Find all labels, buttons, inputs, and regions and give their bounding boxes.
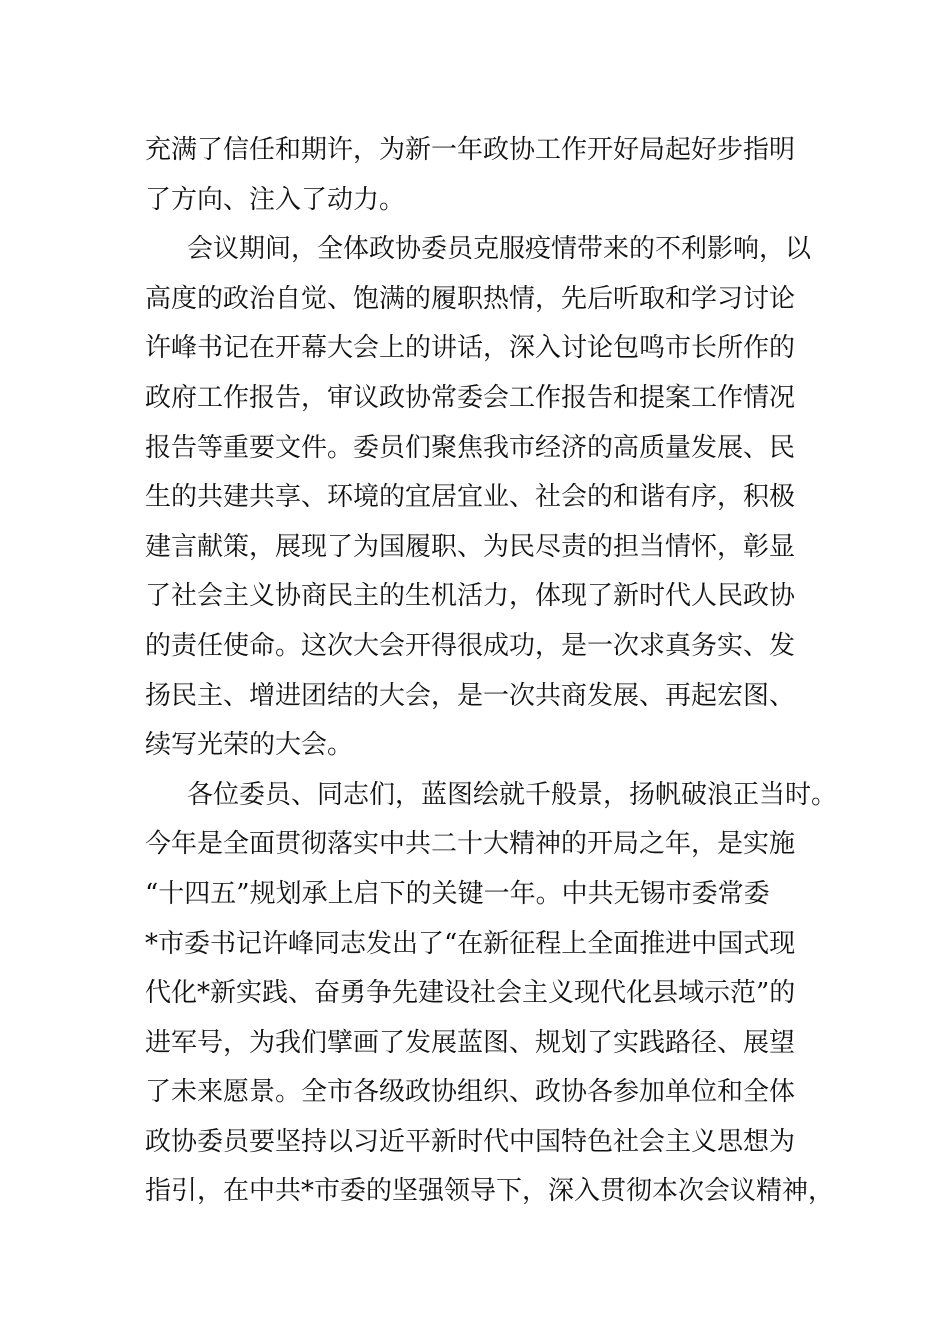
paragraph-2-line-8: 了社会主义协商民主的生机活力，体现了新时代人民政协 [145,581,796,612]
paragraph-3-line-9: 指引，在中共*市委的坚强领导下，深入贯彻本次会议精神， [145,1176,835,1207]
paragraph-3-line-6: 进军号，为我们擘画了发展蓝图、规划了实践路径、展望 [145,1027,796,1058]
paragraph-2-line-7: 建言献策，展现了为国履职、为民尽责的担当情怀，彰显 [145,531,796,562]
paragraph-1-line-2: 了方向、注入了动力。 [145,184,406,215]
paragraph-2-line-3: 许峰书记在开幕大会上的讲话，深入讨论包鸣市长所作的 [145,333,796,364]
paragraph-3-line-8: 政协委员要坚持以习近平新时代中国特色社会主义思想为 [145,1126,796,1157]
paragraph-2-line-11: 续写光荣的大会。 [145,730,354,761]
paragraph-3-line-2: 今年是全面贯彻落实中共二十大精神的开局之年，是实施 [145,829,796,860]
paragraph-3-line-7: 了未来愿景。全市各级政协组织、政协各参加单位和全体 [145,1077,796,1108]
paragraph-3-line-5: 代化*新实践、奋勇争先建设社会主义现代化县域示范”的 [145,978,796,1009]
paragraph-3-line-4: *市委书记许峰同志发出了“在新征程上全面推进中国式现 [145,928,796,959]
paragraph-1-line-1: 充满了信任和期许，为新一年政协工作开好局起好步指明 [145,135,796,165]
paragraph-2-line-6: 生的共建共享、环境的宜居宜业、社会的和谐有序，积极 [145,482,796,513]
paragraph-2-line-5: 报告等重要文件。委员们聚焦我市经济的高质量发展、民 [145,432,796,463]
paragraph-2-line-10: 扬民主、增进团结的大会，是一次共商发展、再起宏图、 [145,680,796,711]
paragraph-2-line-9: 的责任使命。这次大会开得很成功，是一次求真务实、发 [145,630,796,661]
paragraph-2-line-2: 高度的政治自觉、饱满的履职热情，先后听取和学习讨论 [145,283,796,314]
paragraph-3-line-1: 各位委员、同志们，蓝图绘就千般景，扬帆破浪正当时。 [187,779,838,810]
paragraph-3-line-3: “十四五”规划承上启下的关键一年。中共无锡市委常委 [145,878,770,909]
document-body [145,126,838,1217]
paragraph-2-line-4: 政府工作报告，审议政协常委会工作报告和提案工作情况 [145,382,796,413]
paragraph-2-line-1: 会议期间，全体政协委员克服疫情带来的不利影响，以 [187,234,812,265]
